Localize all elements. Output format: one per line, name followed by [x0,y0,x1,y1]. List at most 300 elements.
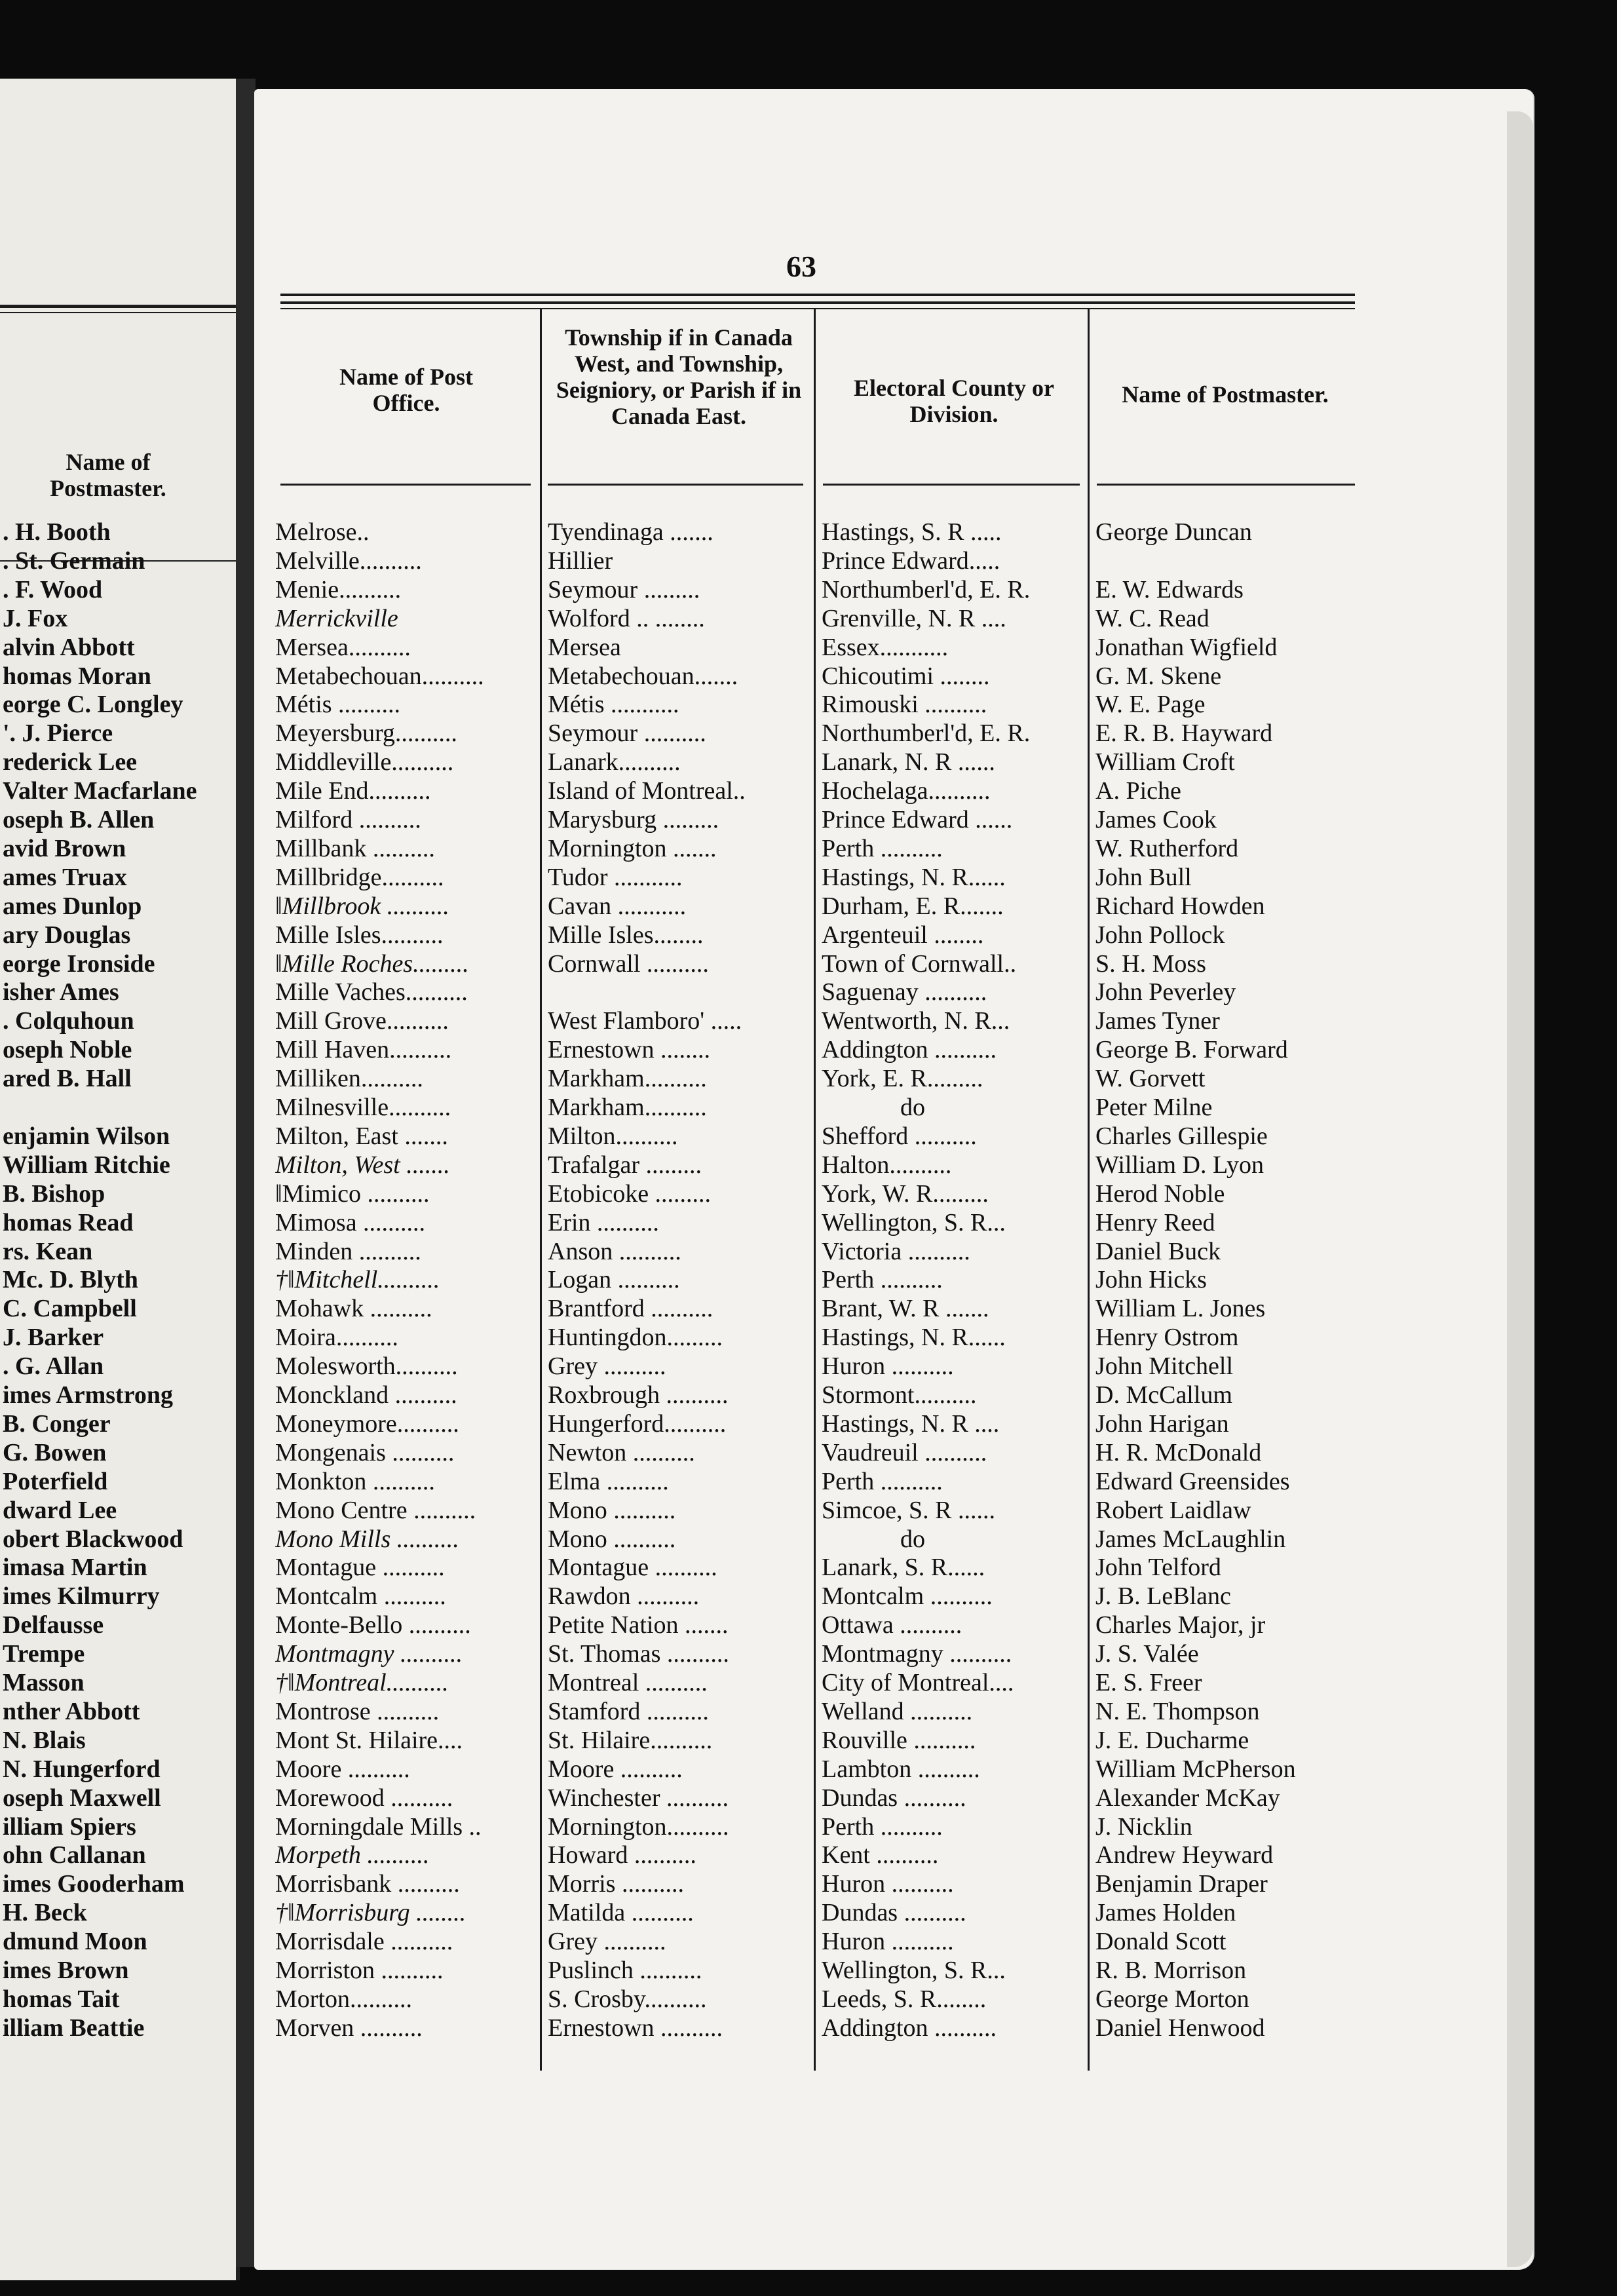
table-row [0,748,1617,776]
postmaster-cell: A. Piche [1095,777,1181,805]
postmaster-cell: N. E. Thompson [1095,1697,1260,1725]
county-cell: Ottawa .......... [822,1611,962,1639]
page-number: 63 [786,250,816,283]
township-cell: Tyendinaga ....... [548,518,713,546]
township-cell: Grey .......... [548,1352,666,1381]
post-office-cell: Morewood .......... [275,1784,453,1812]
township-cell: Rawdon .......... [548,1582,700,1611]
table-row [0,1122,1617,1151]
left-postmaster-name: rs. Kean [3,1237,93,1265]
post-office-cell: ‖Millbrook .......... [275,892,449,920]
postmaster-cell: G. M. Skene [1095,662,1222,690]
county-cell: Wellington, S. R... [822,1208,1006,1236]
left-postmaster-name: homas Read [3,1208,134,1236]
left-postmaster-name: nther Abbott [3,1697,140,1725]
postmaster-cell: Donald Scott [1095,1928,1227,1956]
header-underline-2 [548,484,803,486]
postmaster-cell: S. H. Moss [1095,949,1206,978]
post-office-cell: Montague .......... [275,1554,445,1582]
left-postmaster-name: Masson [3,1669,85,1696]
left-postmaster-name: William Ritchie [3,1151,170,1179]
county-cell: Chicoutimi ........ [822,662,990,690]
left-postmaster-name: ames Truax [3,863,127,891]
post-office-cell: Mile End.......... [275,777,431,805]
left-postmaster-name: avid Brown [3,834,126,862]
postmaster-cell: John Peverley [1095,978,1236,1006]
table-row [0,662,1617,691]
table-row [0,1064,1617,1093]
left-postmaster-name: . H. Booth [3,518,111,546]
left-postmaster-name: . Colquhoun [3,1007,134,1035]
county-cell: do [900,1525,925,1553]
post-office-cell: Morrisbank .......... [275,1870,460,1898]
postmaster-cell: Benjamin Draper [1095,1870,1268,1898]
postmaster-cell: Andrew Heyward [1095,1841,1274,1869]
post-office-cell: Mille Vaches.......... [275,978,468,1006]
post-office-cell: †‖Mitchell.......... [275,1266,440,1294]
township-cell: Métis ........... [548,691,679,719]
post-office-cell: Monte-Bello .......... [275,1611,471,1639]
township-cell: Logan .......... [548,1266,680,1294]
left-postmaster-name: imasa Martin [3,1554,147,1582]
table-row [0,1668,1617,1697]
county-cell: Welland .......... [822,1697,973,1725]
post-office-cell: Moneymore.......... [275,1409,459,1438]
table-row [0,1726,1617,1755]
county-cell: Northumberl'd, E. R. [822,719,1031,748]
county-cell: Essex........... [822,633,949,661]
post-office-cell: Morven .......... [275,2014,423,2042]
post-office-cell: Monkton .......... [275,1467,435,1495]
township-cell: Montague .......... [548,1554,717,1582]
township-cell: Mono .......... [548,1525,676,1553]
postmaster-cell: Alexander McKay [1095,1784,1280,1812]
table-row [0,805,1617,834]
table-row [0,518,1617,546]
postmaster-cell: James Cook [1095,806,1217,833]
township-cell: Marysburg ......... [548,806,719,833]
county-cell: Leeds, S. R........ [822,1985,987,2013]
left-postmaster-name: ames Dunlop [3,892,142,920]
township-cell: Wolford .. ........ [548,604,705,632]
post-office-cell: Minden .......... [275,1237,421,1265]
left-postmaster-name: Valter Macfarlane [3,777,197,805]
township-cell: Mornington ....... [548,834,717,862]
post-office-cell: Montcalm .......... [275,1582,446,1611]
township-cell: Morris .......... [548,1870,684,1898]
post-office-cell: †‖Montreal.......... [275,1669,449,1696]
table-row [0,575,1617,604]
left-postmaster-name: ohn Callanan [3,1841,146,1869]
county-cell: Hastings, N. R...... [822,863,1006,891]
table-row [0,1985,1617,2014]
postmaster-cell: John Mitchell [1095,1352,1234,1381]
postmaster-cell: J. S. Valée [1095,1640,1199,1668]
township-cell: Markham.......... [548,1094,707,1121]
postmaster-cell: William L. Jones [1095,1295,1266,1323]
county-cell: Hochelaga.......... [822,777,991,805]
township-cell: St. Hilaire.......... [548,1726,713,1754]
left-postmaster-name: Trempe [3,1640,85,1668]
postmaster-cell: E. R. B. Hayward [1095,719,1273,748]
table-row [0,1553,1617,1582]
township-cell: Brantford .......... [548,1295,713,1323]
postmaster-cell: James Tyner [1095,1007,1220,1035]
township-cell: Markham.......... [548,1065,707,1093]
left-postmaster-name: illiam Spiers [3,1812,136,1841]
post-office-cell: Mono Centre .......... [275,1496,476,1524]
top-rule [280,301,1355,304]
table-row [0,690,1617,719]
county-cell: Saguenay .......... [822,978,987,1006]
top-rule-thin [280,308,1355,309]
township-cell: Tudor ........... [548,863,683,891]
left-postmaster-name: B. Conger [3,1409,111,1438]
county-cell: Halton.......... [822,1151,952,1179]
post-office-cell: Milton, East ....... [275,1122,448,1150]
left-postmaster-name: N. Blais [3,1726,86,1754]
township-cell: Roxbrough .......... [548,1381,729,1409]
left-postmaster-name: enjamin Wilson [3,1122,170,1150]
left-postmaster-name: eorge C. Longley [3,691,183,719]
top-rule-thick [280,294,1355,296]
post-office-cell: Milliken.......... [275,1065,423,1093]
table-row [0,1784,1617,1812]
postmaster-cell: George Duncan [1095,518,1252,546]
left-postmaster-name: '. J. Pierce [3,719,113,748]
table-row [0,776,1617,805]
township-cell: Trafalgar ......... [548,1151,702,1179]
postmaster-cell: James Holden [1095,1899,1236,1927]
table-row [0,834,1617,863]
left-postmaster-name: imes Brown [3,1957,129,1984]
township-cell: Cavan ........... [548,892,687,920]
township-cell: Mille Isles........ [548,921,704,949]
township-cell: Huntingdon......... [548,1324,723,1352]
county-cell: Rimouski .......... [822,691,987,719]
township-cell: Stamford .......... [548,1697,709,1725]
township-cell: Newton .......... [548,1438,695,1466]
post-office-cell: Meyersburg.......... [275,719,457,748]
post-office-cell: Milton, West ....... [275,1151,450,1179]
county-cell: Grenville, N. R .... [822,604,1006,632]
table-row [0,978,1617,1006]
post-office-cell: Mille Isles.......... [275,921,444,949]
township-cell: Hungerford.......... [548,1409,727,1438]
county-cell: Northumberl'd, E. R. [822,575,1031,603]
county-cell: Huron .......... [822,1928,954,1956]
postmaster-cell: Richard Howden [1095,892,1265,920]
left-postmaster-name: Poterfield [3,1467,108,1495]
postmaster-cell: Charles Gillespie [1095,1122,1268,1150]
post-office-cell: Morriston .......... [275,1957,444,1984]
postmaster-cell: George Morton [1095,1985,1249,2013]
postmaster-cell: W. C. Read [1095,604,1209,632]
left-postmaster-name: oseph Noble [3,1036,132,1064]
postmaster-cell: J. B. LeBlanc [1095,1582,1231,1611]
left-postmaster-name: isher Ames [3,978,119,1006]
post-office-cell: Metabechouan.......... [275,662,484,690]
table-row [0,921,1617,949]
post-office-cell: Morningdale Mills .. [275,1812,482,1841]
county-cell: Kent .......... [822,1841,939,1869]
county-cell: Stormont.......... [822,1381,977,1409]
header-underline-3 [823,484,1080,486]
left-postmaster-name: Delfausse [3,1611,104,1639]
county-cell: Argenteuil ........ [822,921,984,949]
left-postmaster-name: homas Tait [3,1985,120,2013]
post-office-cell: Mono Mills .......... [275,1525,459,1553]
left-postmaster-name: imes Kilmurry [3,1582,160,1611]
township-cell: Anson .......... [548,1237,681,1265]
left-postmaster-name: . G. Allan [3,1352,104,1381]
postmaster-cell: John Hicks [1095,1266,1207,1294]
township-cell: S. Crosby.......... [548,1985,707,2013]
left-postmaster-name: . F. Wood [3,575,103,603]
county-cell: York, E. R......... [822,1065,983,1093]
post-office-cell: Merrickville [275,604,398,632]
county-cell: Victoria .......... [822,1237,970,1265]
left-top-rule [0,305,236,308]
county-cell: Hastings, N. R .... [822,1409,1000,1438]
table-row [0,1438,1617,1467]
county-cell: Lanark, N. R ...... [822,748,995,776]
township-cell: Grey .......... [548,1928,666,1956]
county-cell: Prince Edward..... [822,546,1000,575]
postmaster-cell: Henry Ostrom [1095,1324,1239,1352]
township-cell: Matilda .......... [548,1899,694,1927]
township-cell: St. Thomas .......... [548,1640,729,1668]
table-row [0,1898,1617,1927]
table-row [0,1496,1617,1525]
left-postmaster-name: alvin Abbott [3,633,135,661]
postmaster-cell: Daniel Buck [1095,1237,1221,1265]
postmaster-cell: W. Rutherford [1095,834,1239,862]
post-office-cell: Morrisdale .......... [275,1928,453,1956]
county-cell: do [900,1094,925,1121]
post-office-cell: Moira.......... [275,1324,398,1352]
county-cell: Montmagny .......... [822,1640,1012,1668]
header-postmaster: Name of Postmaster. [1122,381,1329,408]
table-row [0,1869,1617,1898]
township-cell: Puslinch .......... [548,1957,702,1984]
left-postmaster-name: ared B. Hall [3,1065,132,1093]
table-row [0,1755,1617,1784]
township-cell: Ernestown ........ [548,1036,711,1064]
left-postmaster-name: Mc. D. Blyth [3,1266,138,1294]
county-cell: Addington .......... [822,1036,997,1064]
township-cell: Ernestown .......... [548,2014,723,2042]
left-postmaster-name: oseph Maxwell [3,1784,161,1812]
township-cell: Cornwall .......... [548,949,709,978]
county-cell: Lambton .......... [822,1755,980,1783]
county-cell: Perth .......... [822,1467,943,1495]
post-office-cell: Mimosa .......... [275,1208,426,1236]
postmaster-cell: George B. Forward [1095,1036,1288,1064]
county-cell: Addington .......... [822,2014,997,2042]
postmaster-cell: John Harigan [1095,1409,1229,1438]
left-postmaster-name: H. Beck [3,1899,87,1927]
left-postmaster-name: G. Bowen [3,1438,107,1466]
table-row [0,1179,1617,1208]
table-row [0,2014,1617,2042]
table-row [0,1409,1617,1438]
left-postmaster-name: imes Armstrong [3,1381,173,1409]
post-office-cell: Morpeth .......... [275,1841,430,1869]
county-cell: Perth .......... [822,834,943,862]
post-office-cell: Melrose.. [275,518,370,546]
table-row [0,863,1617,892]
township-cell: Milton.......... [548,1122,678,1150]
table-row [0,1265,1617,1294]
township-cell: Hillier [548,546,613,575]
table-row [0,1467,1617,1496]
table-row [0,1525,1617,1554]
post-office-cell: Mill Grove.......... [275,1007,449,1035]
left-postmaster-name: C. Campbell [3,1295,137,1323]
table-row [0,1381,1617,1409]
township-cell: Petite Nation ....... [548,1611,729,1639]
table-row [0,1639,1617,1668]
left-top-rule-thin [0,312,236,313]
left-postmaster-name: J. Barker [3,1324,104,1352]
postmaster-cell: John Pollock [1095,921,1225,949]
county-cell: Huron .......... [822,1870,954,1898]
table-row [0,1151,1617,1179]
county-cell: Vaudreuil .......... [822,1438,987,1466]
left-postmaster-name: oseph B. Allen [3,806,155,833]
county-cell: Durham, E. R....... [822,892,1004,920]
county-cell: Dundas .......... [822,1784,966,1812]
post-office-cell: Montrose .......... [275,1697,440,1725]
county-cell: Prince Edward ...... [822,806,1013,833]
county-cell: Montcalm .......... [822,1582,993,1611]
township-cell: Elma .......... [548,1467,669,1495]
left-postmaster-name: dward Lee [3,1496,117,1524]
left-postmaster-name: J. Fox [3,604,68,632]
township-cell: Montreal .......... [548,1669,708,1696]
header-township: Township if in Canada West, and Township, Seigniory, or Parish if in Canada East. [556,324,802,429]
postmaster-cell: William Croft [1095,748,1235,776]
left-postmaster-name: ary Douglas [3,921,131,949]
county-cell: Wellington, S. R... [822,1957,1006,1984]
postmaster-cell: Charles Major, jr [1095,1611,1266,1639]
postmaster-cell: Daniel Henwood [1095,2014,1265,2042]
table-row [0,1093,1617,1122]
postmaster-cell: John Telford [1095,1554,1221,1582]
post-office-cell: Millbridge.......... [275,863,444,891]
header-county: Electoral County or Division. [854,375,1054,427]
postmaster-cell: D. McCallum [1095,1381,1232,1409]
table-row [0,1927,1617,1956]
post-office-cell: Moore .......... [275,1755,410,1783]
county-cell: Rouville .......... [822,1726,976,1754]
postmaster-cell: William D. Lyon [1095,1151,1265,1179]
postmaster-cell: H. R. McDonald [1095,1438,1262,1466]
post-office-cell: Millbank .......... [275,834,435,862]
header-underline-4 [1097,484,1355,486]
table-row [0,1006,1617,1035]
county-cell: Hastings, N. R...... [822,1324,1006,1352]
post-office-cell: Mersea.......... [275,633,411,661]
township-cell: Seymour ......... [548,575,700,603]
county-cell: York, W. R......... [822,1179,989,1208]
table-row [0,1582,1617,1611]
table-row [0,1352,1617,1381]
county-cell: Perth .......... [822,1812,943,1841]
post-office-cell: Milford .......... [275,806,421,833]
township-cell: Lanark.......... [548,748,681,776]
postmaster-cell: Peter Milne [1095,1094,1213,1121]
postmaster-cell: James McLaughlin [1095,1525,1286,1553]
township-cell: Howard .......... [548,1841,696,1869]
header-post-office: Name of Post Office. [339,364,473,416]
county-cell: Lanark, S. R...... [822,1554,985,1582]
post-office-cell: Mill Haven.......... [275,1036,452,1064]
table-row [0,1841,1617,1869]
table-row [0,892,1617,921]
township-cell: Moore .......... [548,1755,683,1783]
table-row [0,949,1617,978]
county-cell: Hastings, S. R ..... [822,518,1002,546]
county-cell: Shefford .......... [822,1122,977,1150]
left-postmaster-name: . St. Germain [3,546,145,575]
postmaster-cell: Herod Noble [1095,1179,1225,1208]
post-office-cell: Menie.......... [275,575,402,603]
post-office-cell: Mohawk .......... [275,1295,432,1323]
township-cell: Island of Montreal.. [548,777,746,805]
postmaster-cell: R. B. Morrison [1095,1957,1247,1984]
postmaster-cell: Robert Laidlaw [1095,1496,1251,1524]
county-cell: Wentworth, N. R... [822,1007,1010,1035]
table-row [0,1294,1617,1323]
township-cell: Etobicoke ......... [548,1179,712,1208]
postmaster-cell: Jonathan Wigfield [1095,633,1278,661]
county-cell: City of Montreal.... [822,1669,1014,1696]
table-row [0,1323,1617,1352]
post-office-cell: Middleville.......... [275,748,454,776]
post-office-cell: Montmagny .......... [275,1640,463,1668]
township-cell: Mersea [548,633,621,661]
postmaster-cell: Edward Greensides [1095,1467,1290,1495]
postmaster-cell: W. Gorvett [1095,1065,1206,1093]
postmaster-cell: W. E. Page [1095,691,1206,719]
township-cell: Erin .......... [548,1208,659,1236]
table-row [0,1611,1617,1639]
left-postmaster-name: dmund Moon [3,1928,147,1956]
post-office-cell: Mont St. Hilaire.... [275,1726,463,1754]
post-office-cell: †‖Morrisburg ........ [275,1899,466,1927]
table-row [0,1956,1617,1985]
post-office-cell: Mongenais .......... [275,1438,455,1466]
post-office-cell: Molesworth.......... [275,1352,458,1381]
post-office-cell: ‖Mille Roches......... [275,949,469,978]
township-cell: Seymour .......... [548,719,706,748]
left-postmaster-name: homas Moran [3,662,151,690]
township-cell: Metabechouan....... [548,662,738,690]
post-office-cell: Monckland .......... [275,1381,457,1409]
postmaster-cell: J. Nicklin [1095,1812,1192,1841]
post-office-cell: Melville.......... [275,546,422,575]
left-postmaster-name: B. Bishop [3,1179,105,1208]
county-cell: Town of Cornwall.. [822,949,1017,978]
left-postmaster-name: N. Hungerford [3,1755,161,1783]
left-postmaster-name: eorge Ironside [3,949,155,978]
table-row [0,1035,1617,1064]
table-row [0,1237,1617,1266]
postmaster-cell: Henry Reed [1095,1208,1215,1236]
township-cell: Mono .......... [548,1496,676,1524]
